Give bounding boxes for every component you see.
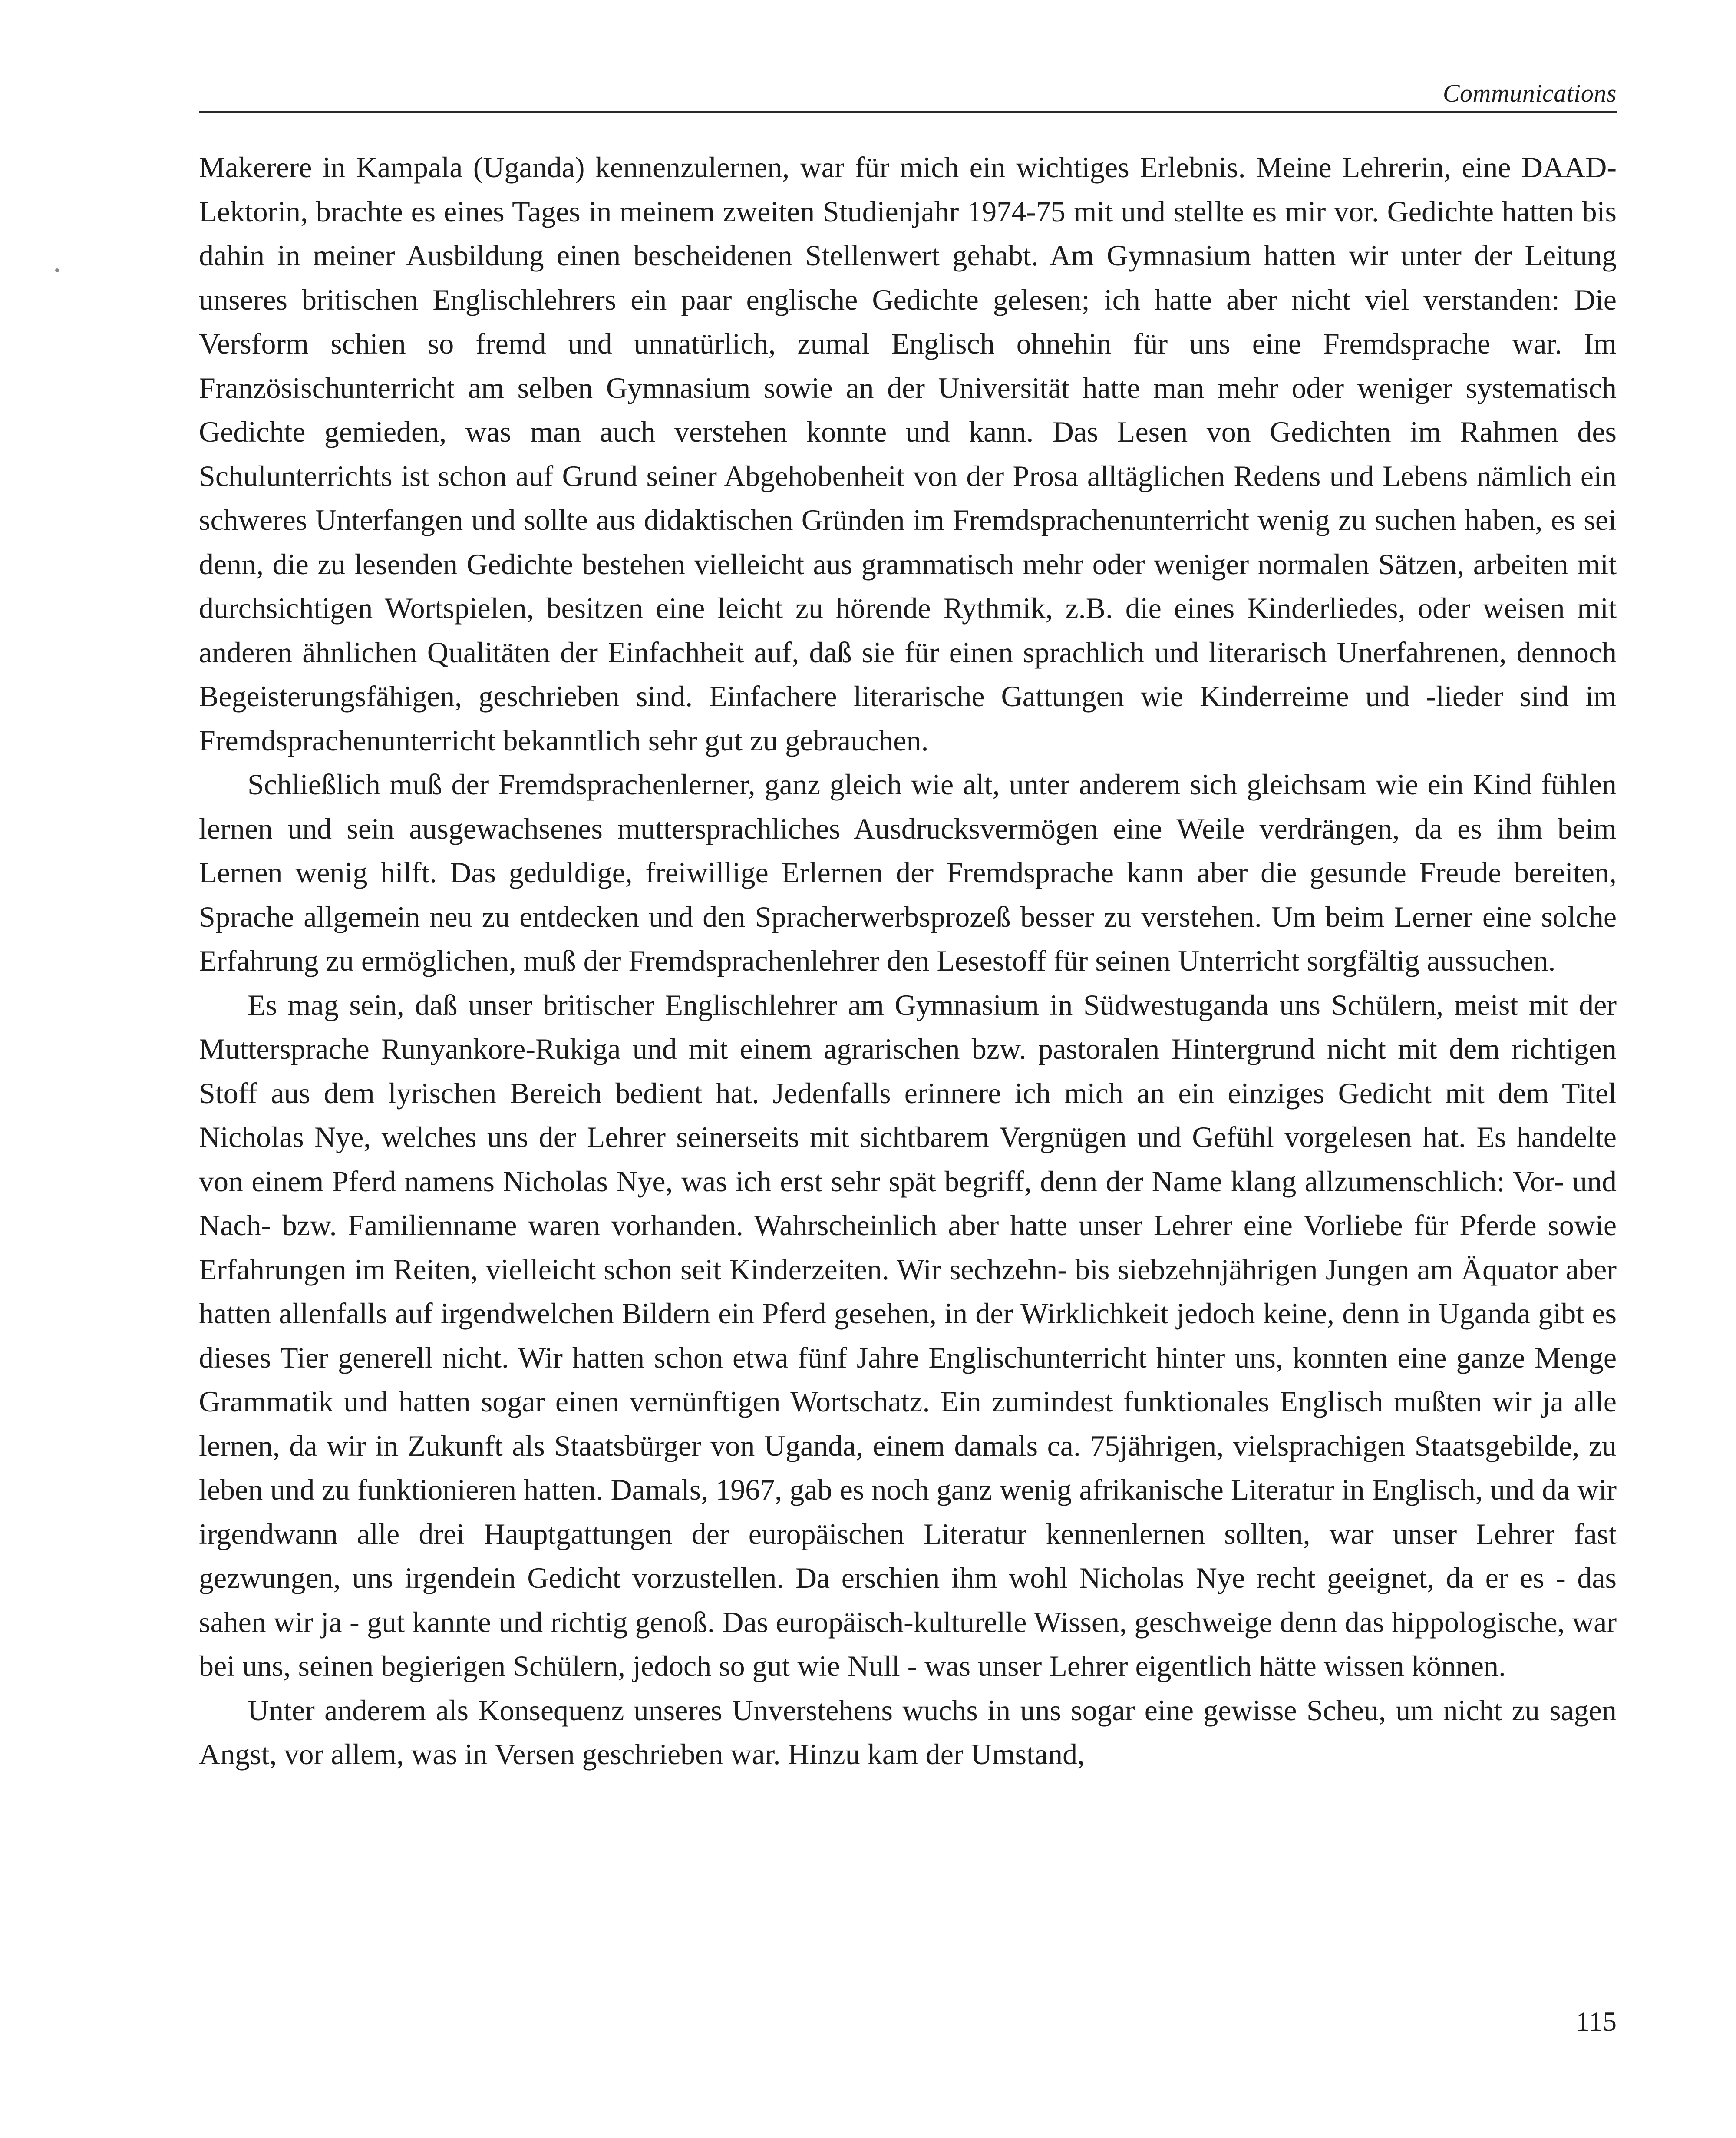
scan-speck [55, 268, 59, 272]
body-text [199, 145, 1617, 1991]
section-title: Communications [1442, 79, 1617, 107]
paragraph-4: Unter anderem als Konsequenz unseres Unverstehens wuchs in uns sogar eine gewisse Scheu, um nicht zu sagen Angst, vor allem, was in Versen geschrieben war. Hinzu kam der Umstand, [199, 1693, 1617, 1771]
paragraph-1: Makerere in Kampala (Uganda) kennenzulernen, war für mich ein wichtiges Erlebnis. Meine Lehrerin, eine DAAD-Lektorin, brachte es eines Tages in meinem zweiten Studienjahr 1974-75 mit und stellte es mir vor. Gedichte hatten bis dahin in meiner Ausbildung einen bescheidenen Stellenwert gehabt. Am Gymnasium hatten wir unter der Leitung unseres britischen Englischlehrers ein paar englische Gedichte gelesen; ich hatte aber nicht viel verstanden: Die Versform schien so fremd und unnatürlich, zumal Englisch ohnehin für uns eine Fremdsprache war. Im Französischunterricht am selben Gymnasium sowie an der Universität hatte man mehr oder weniger systematisch Gedichte gemieden, was man auch verstehen konnte und kann. Das Lesen von Gedichten im Rahmen des Schulunterrichts ist schon auf Grund seiner Abgehobenheit von der Prosa alltäglichen Redens und Lebens nämlich ein schweres Unterfangen und sollte aus didaktischen Gründen im Fremdsprachenunterricht wenig zu suchen haben, es sei denn, die zu lesenden Gedichte bestehen vielleicht aus grammatisch mehr oder weniger normalen Sätzen, arbeiten mit durchsichtigen Wortspielen, besitzen eine leicht zu hörende Rythmik, z.B. die eines Kinderliedes, oder weisen mit anderen ähnlichen Qualitäten der Einfachheit auf, daß sie für einen sprachlich und literarisch Unerfahrenen, dennoch Begeisterungsfähigen, geschrieben sind. Einfachere literarische Gattungen wie Kinderreime und -lieder sind im Fremdsprachenunterricht bekanntlich sehr gut zu gebrauchen. [199, 151, 1617, 757]
page-number: 115 [1576, 2006, 1617, 2037]
running-head [199, 65, 1617, 113]
paragraph-3: Es mag sein, daß unser britischer Englischlehrer am Gymnasium in Südwestuganda uns Schülern, meist mit der Muttersprache Runyankore-Rukiga und mit einem agrarischen bzw. pastoralen Hintergrund nicht mit dem richtigen Stoff aus dem lyrischen Bereich bedient hat. Jedenfalls erinnere ich mich an ein einziges Gedicht mit dem Titel Nicholas Nye, welches uns der Lehrer seinerseits mit sichtbarem Vergnügen und Gefühl vorgelesen hat. Es handelte von einem Pferd namens Nicholas Nye, was ich erst sehr spät begriff, denn der Name klang allzumenschlich: Vor- und Nach- bzw. Familienname waren vorhanden. Wahrscheinlich aber hatte unser Lehrer eine Vorliebe für Pferde sowie Erfahrungen im Reiten, vielleicht schon seit Kinderzeiten. Wir sechzehn- bis siebzehnjährigen Jungen am Äquator aber hatten allenfalls auf irgendwelchen Bildern ein Pferd gesehen, in der Wirklichkeit jedoch keine, denn in Uganda gibt es dieses Tier generell nicht. Wir hatten schon etwa fünf Jahre Englischunterricht hinter uns, konnten eine ganze Menge Grammatik und hatten sogar einen vernünftigen Wortschatz. Ein zumindest funktionales Englisch mußten wir ja alle lernen, da wir in Zukunft als Staatsbürger von Uganda, einem damals ca. 75jährigen, vielsprachigen Staatsgebilde, zu leben und zu funktionieren hatten. Damals, 1967, gab es noch ganz wenig afrikanische Literatur in Englisch, und da wir irgendwann alle drei Hauptgattungen der europäischen Literatur kennenlernen sollten, war unser Lehrer fast gezwungen, uns irgendein Gedicht vorzustellen. Da erschien ihm wohl Nicholas Nye recht geeignet, da er es - das sahen wir ja - gut kannte und richtig genoß. Das europäisch-kulturelle Wissen, geschweige denn das hippologische, war bei uns, seinen begierigen Schülern, jedoch so gut wie Null - was unser Lehrer eigentlich hätte wissen können. [199, 988, 1617, 1682]
paragraph-2: Schließlich muß der Fremdsprachenlerner, ganz gleich wie alt, unter anderem sich gleichsam wie ein Kind fühlen lernen und sein ausgewachsenes muttersprachliches Ausdrucksvermögen eine Weile verdrängen, da es ihm beim Lernen wenig hilft. Das geduldige, freiwillige Erlernen der Fremdsprache kann aber die gesunde Freude bereiten, Sprache allgemein neu zu entdecken und den Spracherwerbsprozeß besser zu verstehen. Um beim Lerner eine solche Erfahrung zu ermöglichen, muß der Fremdsprachenlehrer den Lesestoff für seinen Unterricht sorgfältig aussuchen. [199, 768, 1617, 977]
